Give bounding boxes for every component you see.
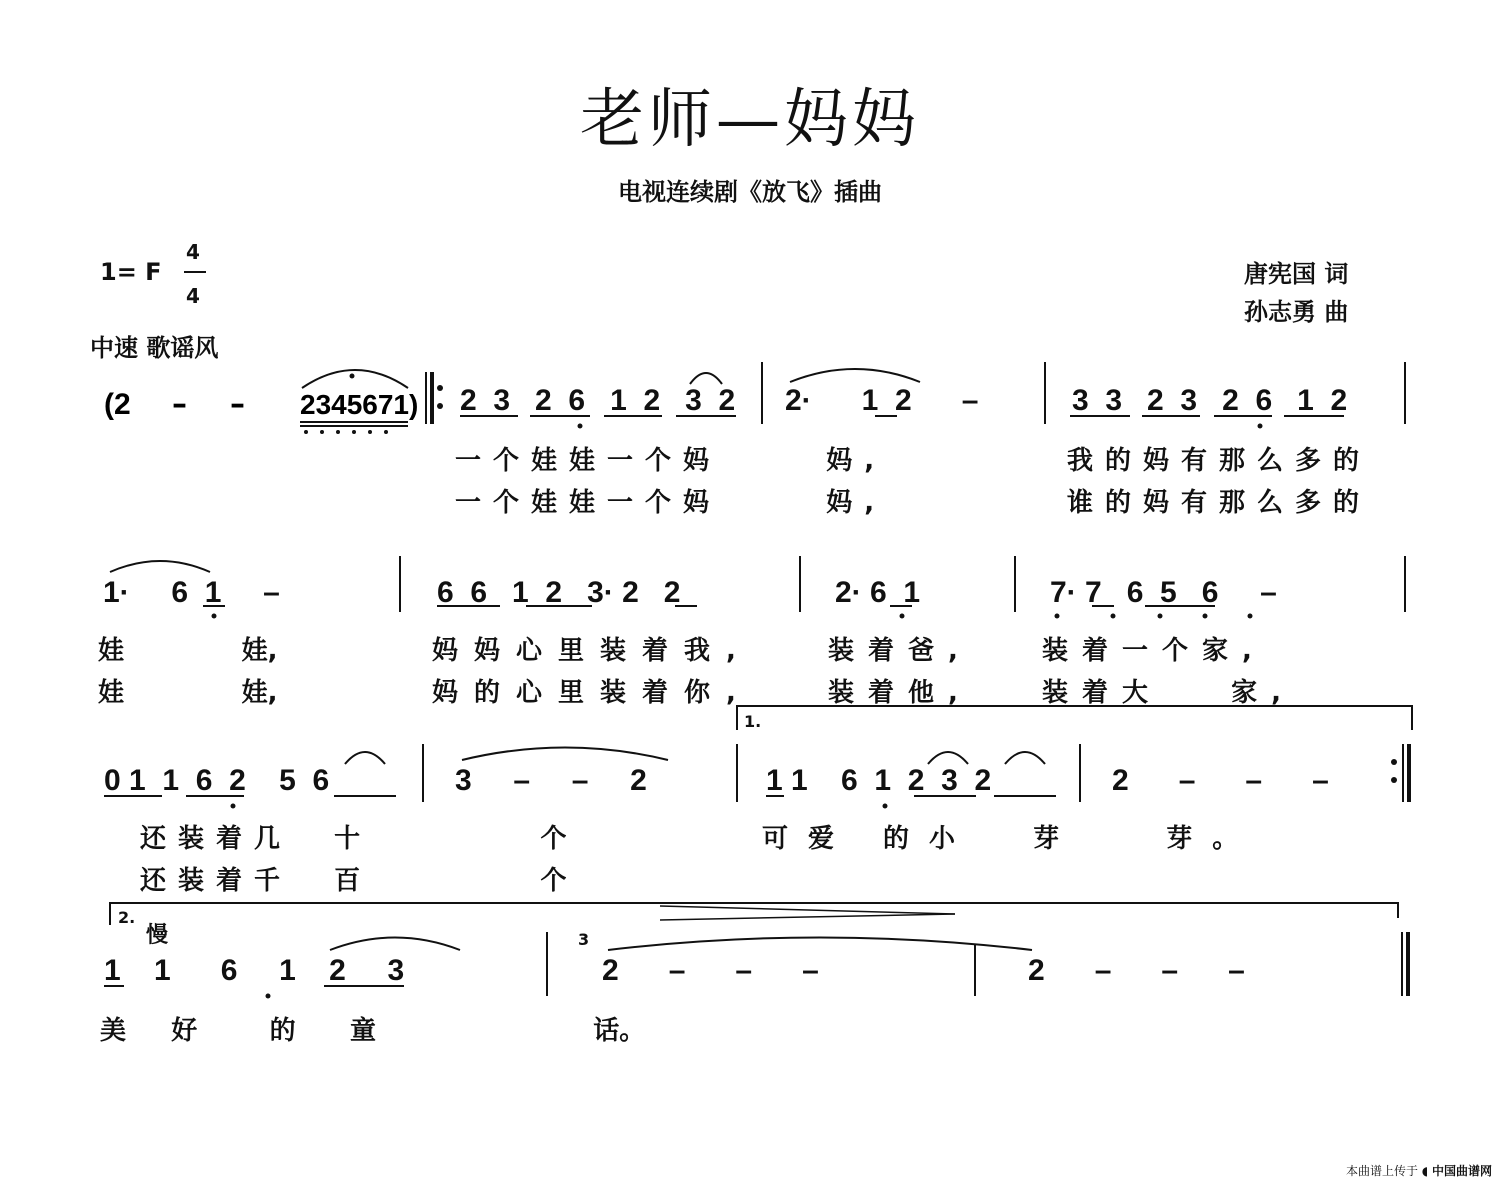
notes-line-3c: 1 1 6 1 2 3 2 [766,764,992,797]
lyrics-line-2-verse-2b: 妈的心里装着你, [432,678,752,708]
note-run: 2345671) [300,389,419,420]
lyrics-line-3-verse-1b: 可爱 的小 芽 芽。 [762,824,1259,854]
footer-credit [1346,1162,1492,1179]
notes-bar-1: 2 3 2 6 1 2 3 2 [460,384,736,417]
lyrics-line-3-verse-1: 还装着几 十 个 [140,824,579,854]
note-dash: – [230,387,245,422]
notes-line-2b: 6 6 1 2 3· 2 2 [437,576,681,609]
lyrics-line-2-verse-1c: 装着爸, [828,636,972,666]
lyrics-line-2-verse-2c: 装着他, [828,678,972,708]
lyrics-line-2-verse-2d: 装着大 家, [1042,678,1296,708]
lyrics-line-1-verse-1: 一个娃娃一个妈 妈, [455,446,887,476]
notes-line-4b: 2 – – – [602,954,819,987]
notes-line-2d: 7· 7 6 5 6 – [1050,576,1277,609]
lyrics-line-2-verse-1: 娃 娃, [98,636,278,666]
notes-line-4a: 1 1 6 1 2 3 [104,954,405,987]
composer-credit: 孙志勇 曲 [1244,298,1349,326]
lyrics-line-2-verse-1b: 妈妈心里装着我, [432,636,752,666]
time-signature-top: 4 [186,240,200,264]
notes-bar-2: 2· 1 2 – [785,384,979,417]
notes-line-3d: 2 – – – [1112,764,1329,797]
song-subtitle: 电视连续剧《放飞》插曲 [618,178,882,206]
key-signature: 1= F [100,258,162,286]
lyrics-line-1-verse-2: 一个娃娃一个妈 妈, [455,488,887,518]
hairpin-diminuendo [660,906,955,920]
notes-line-2c: 2· 6 1 [835,576,921,609]
volta-1-label: 1. [744,712,762,731]
notes-line-2a: 1· 6 1 – [103,576,280,609]
notes-line-3b: 3 – – 2 [455,764,647,797]
notes-bar-3: 3 3 2 3 2 6 1 2 [1072,384,1348,417]
note-dash: – [172,387,187,422]
time-signature-bottom: 4 [186,284,200,308]
notes-line-3a: 0 1 1 6 2 5 6 [104,764,330,797]
lyrics-line-2-verse-2: 娃 娃, [98,678,278,708]
tempo-slow-mark: 慢 [146,923,169,948]
lyrics-line-3-verse-2: 还装着千 百 个 [140,866,579,896]
footer-site-link[interactable]: 中国曲谱网 [1431,1164,1492,1178]
fermata-number: 3 [578,930,590,949]
notes-line-4c: 2 – – – [1028,954,1245,987]
tempo-marking: 中速 歌谣风 [90,334,219,362]
footer-text: 本曲谱上传于 [1345,1164,1418,1178]
lyrics-line-1-verse-1b: 我的妈有那么多的 [1067,446,1372,476]
note-intro-open: (2 [104,388,131,421]
lyrics-line-4: 美 好 的 童 话。 [100,1016,646,1046]
song-title: 老师—妈妈 [580,83,920,157]
lyrics-line-2-verse-1d: 装着一个家, [1042,636,1266,666]
footer-logo-icon: ◖ [1421,1164,1429,1178]
lyricist-credit: 唐宪国 词 [1244,260,1349,288]
lyrics-line-1-verse-2b: 谁的妈有那么多的 [1067,488,1372,518]
volta-2-label: 2. [118,908,136,927]
